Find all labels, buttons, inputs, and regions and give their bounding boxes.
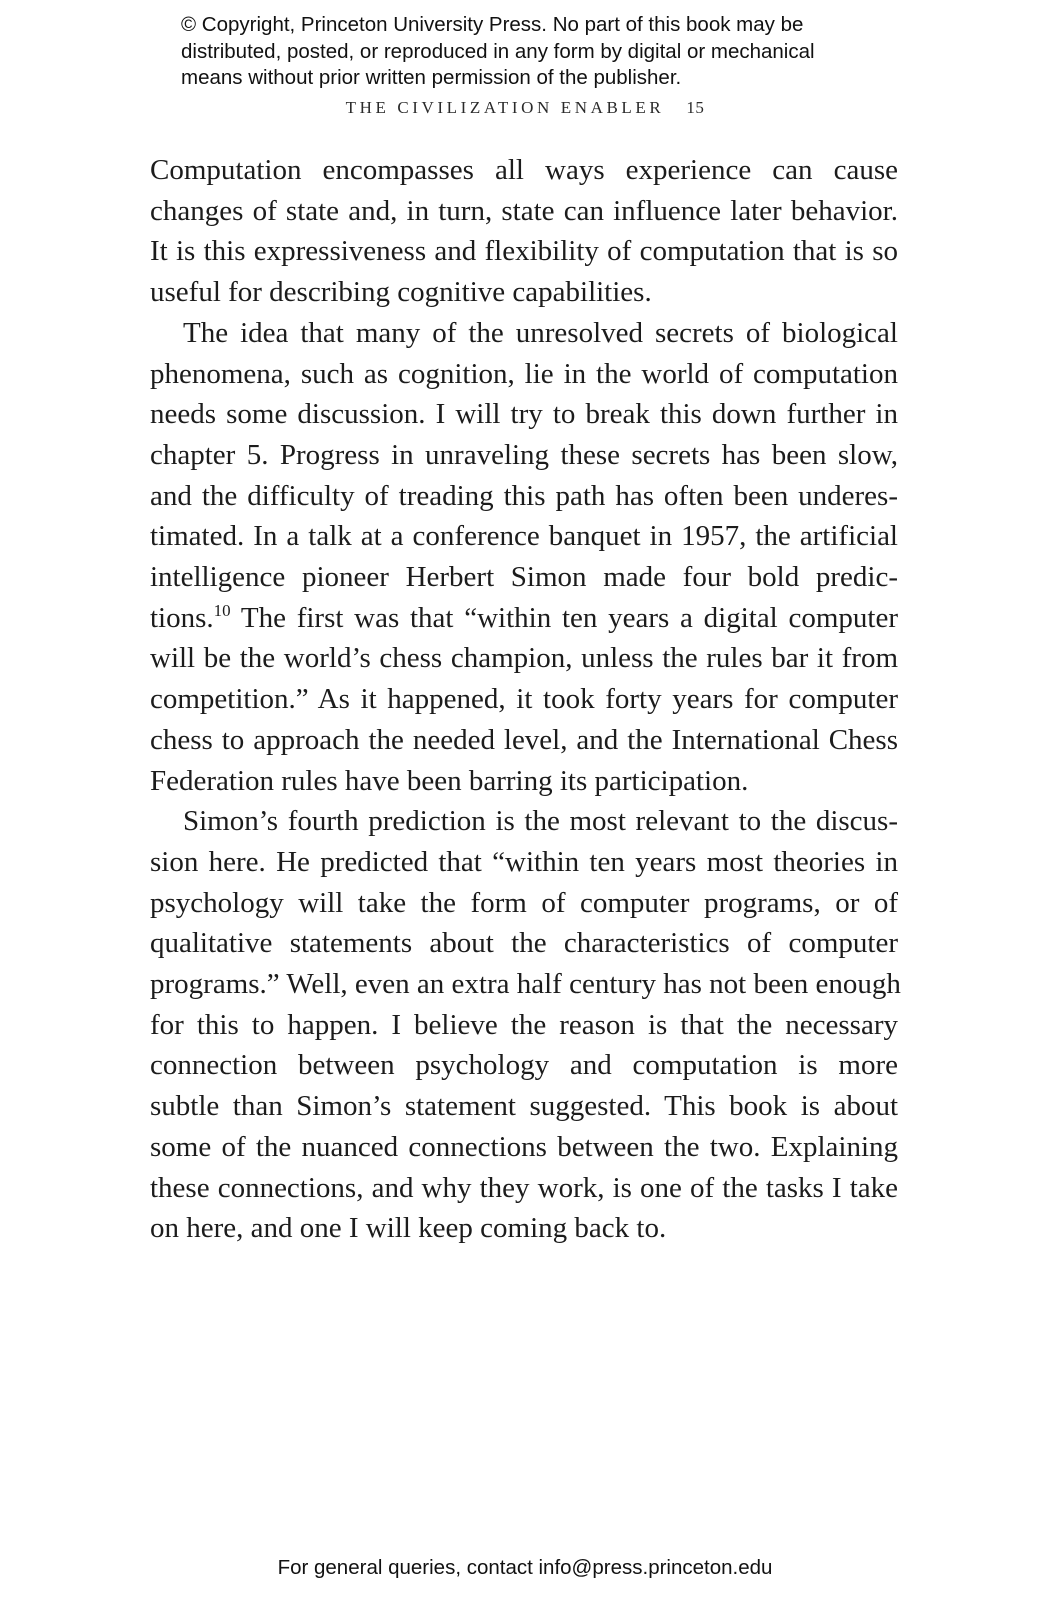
running-head <box>0 98 1050 118</box>
paragraph <box>150 801 901 1249</box>
copyright-notice <box>181 12 901 92</box>
text-line: intelligence pioneer Herbert Simon made four bold predic- <box>150 561 898 594</box>
text-line: changes of state and, in turn, state can influence later behavior. <box>150 194 898 227</box>
paragraph <box>150 313 898 801</box>
text-line: It is this expressiveness and flexibility of computation that is so <box>150 235 898 268</box>
text-line: for this to happen. I believe the reason is that the necessary <box>150 1008 898 1041</box>
text-line: phenomena, such as cognition, lie in the world of computation <box>150 357 898 390</box>
contact-footer: For general queries, contact info@press.princeton.edu <box>277 1556 773 1579</box>
text-line: chapter 5. Progress in unraveling these secrets has been slow, <box>150 438 898 471</box>
copyright-line: © Copyright, Princeton University Press. No part of this book may be <box>181 13 804 36</box>
copyright-line: distributed, posted, or reproduced in any form by digital or mechanical <box>181 39 815 63</box>
text-line: chess to approach the needed level, and the International Chess <box>150 723 898 756</box>
text-line: connection between psychology and computation is more <box>150 1049 898 1082</box>
text-line: will be the world’s chess champion, unless the rules bar it from <box>150 642 898 675</box>
text-line: on here, and one I will keep coming back to. <box>150 1212 667 1245</box>
footnote-ref[interactable]: 10 <box>213 600 231 620</box>
text-line: useful for describing cognitive capabilities. <box>150 276 652 309</box>
text-line: qualitative statements about the characteristics of computer <box>150 927 898 960</box>
text-line: psychology will take the form of computer programs, or of <box>150 886 898 919</box>
text-line: and the difficulty of treading this path has often been underes- <box>150 479 898 512</box>
text-line: these connections, and why they work, is one of the tasks I take <box>150 1171 898 1204</box>
running-head-title: THE CIVILIZATION ENABLER <box>345 98 665 117</box>
text-fragment: tions. <box>150 601 214 634</box>
paragraph <box>150 150 898 313</box>
text-fragment: The first was that “within ten years a digital computer <box>230 601 898 634</box>
text-line: sion here. He predicted that “within ten years most theories in <box>150 845 898 878</box>
text-line: Federation rules have been barring its participation. <box>150 764 749 797</box>
text-line: some of the nuanced connections between the two. Explaining <box>150 1130 898 1163</box>
text-line: programs.” Well, even an extra half century has not been enough <box>150 968 901 1001</box>
text-line: timated. In a talk at a conference banquet in 1957, the artificial <box>150 520 898 553</box>
page-number: 15 <box>686 98 705 117</box>
text-line: Computation encompasses all ways experience can cause <box>150 154 898 186</box>
body-text <box>150 150 901 1249</box>
text-line: subtle than Simon’s statement suggested. This book is about <box>150 1090 898 1123</box>
copyright-line: means without prior written permission of the publisher. <box>181 66 682 89</box>
text-line: The idea that many of the unresolved secrets of biological <box>183 316 898 349</box>
text-line: Simon’s fourth prediction is the most relevant to the discus- <box>183 805 898 838</box>
text-line: competition.” As it happened, it took forty years for computer <box>150 683 898 716</box>
text-line <box>150 598 898 639</box>
text-line: needs some discussion. I will try to break this down further in <box>150 398 898 431</box>
